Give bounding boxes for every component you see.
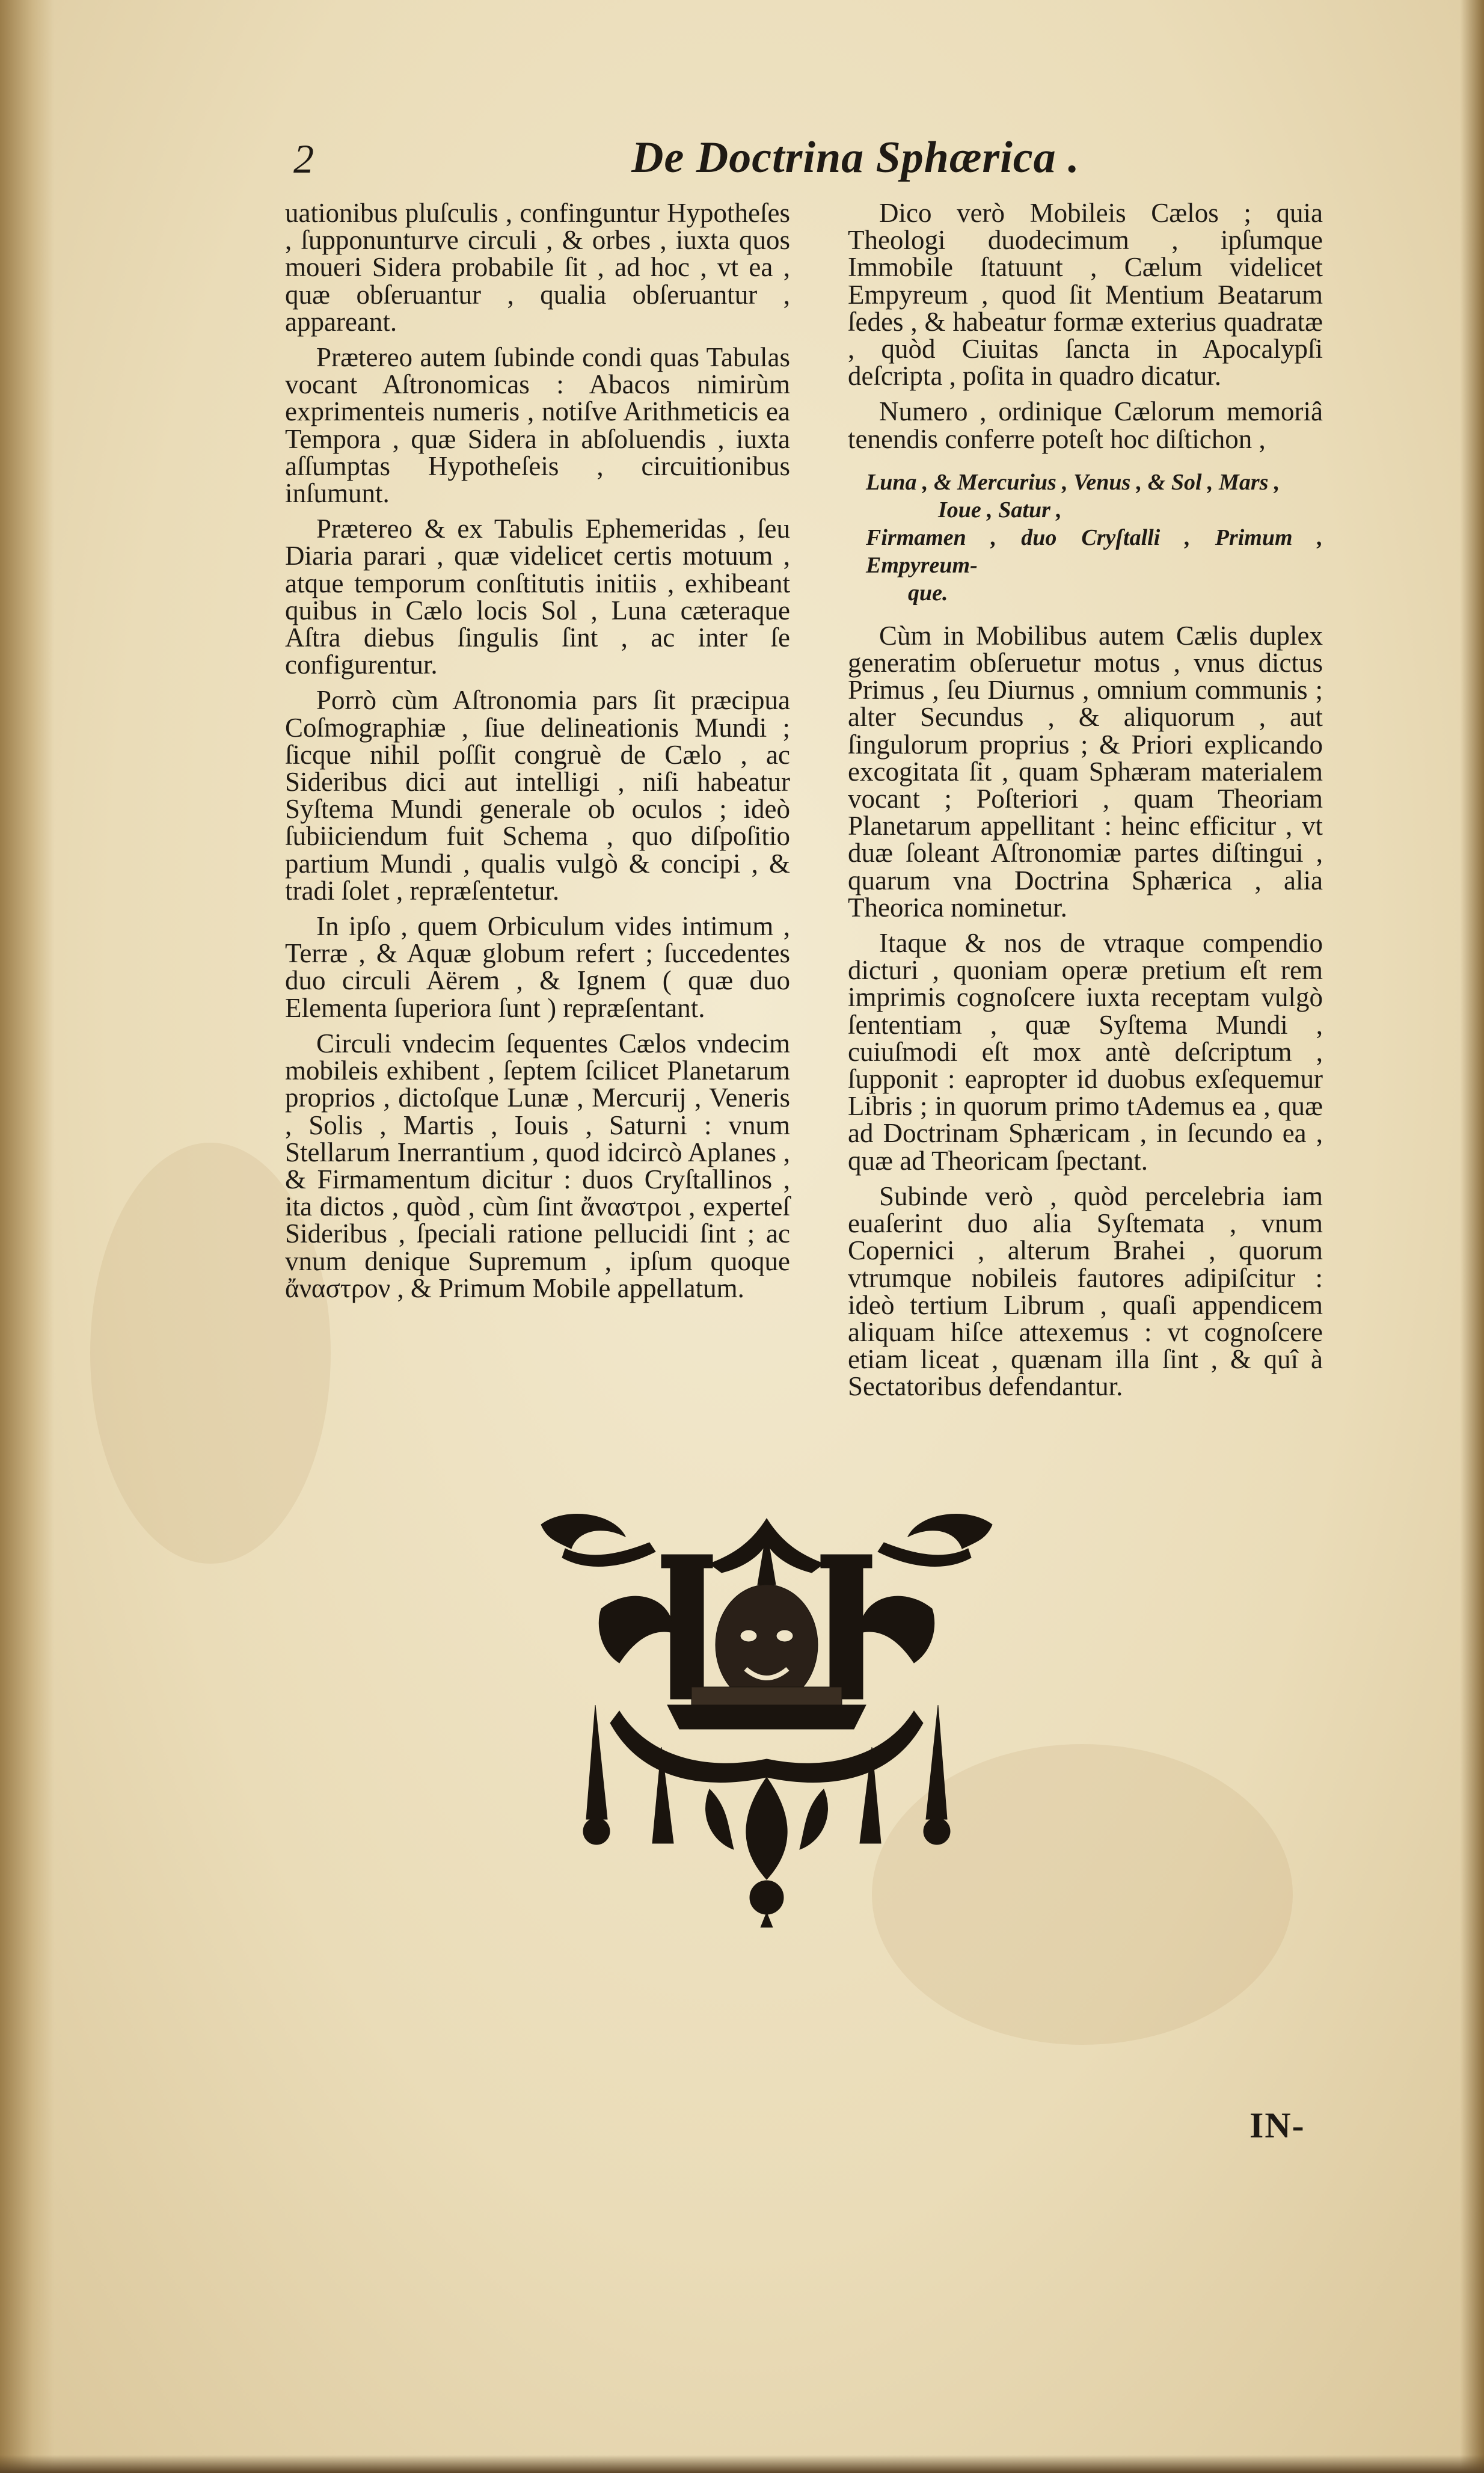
paragraph: Prætereo & ex Tabulis Ephemeridas , ſeu Diaria parari , quæ videlicet certis motuum , atque temporum conſtitutis initiis , exhibeant quibus in Cælo locis Sol , Luna cæteraque Aſtra diebus ſingulis ſint , ac inter ſe configurentur. [285, 514, 790, 680]
paragraph: Itaque & nos de vtraque compendio dicturi , quoniam operæ pretium eſt rem imprimis cognoſcere iuxta receptam vulgò ſententiam , quæ Syſtema Mundi , cuiuſmodi eſt mox antè deſcriptum , ſupponit : eapropter id duobus exſequemur Libris ; in quorum primo tAdemus ea , quæ ad Doctrinam Sphæricam , in ſecundo ea , quæ ad Theoricam ſpectant. [848, 928, 1323, 1176]
distich-line: que. [908, 580, 948, 606]
distich-line: Ioue , Satur , [938, 497, 1062, 523]
distich-line: Luna , & Mercurius , Venus , & Sol , Mars , [866, 469, 1280, 495]
left-text-column [285, 200, 790, 1310]
page-edge-bottom [0, 2455, 1484, 2473]
paragraph: Circuli vndecim ſequentes Cælos vndecim mobileis exhibent , ſeptem ſcilicet Planetarum proprios , dictoſque Lunæ , Mercurij , Veneris , Solis , Martis , Iouis , Saturni : vnum Stellarum Inerrantium , quod idcircò Aplanes , & Firmamentum dicitur : duos Cryſtallinos , ita dictos , quòd , cùm ſint ἄναστροι , experteſ Sideribus , ſpeciali ratione pellucidi ſint ; ac vnum denique Supremum , ipſum quoque ἄναστρον , & Primum Mobile appellatum. [285, 1028, 790, 1303]
paragraph: Cùm in Mobilibus autem Cælis duplex generatim obſeruetur motus , vnus dictus Primus , ſeu Diurnus , omnium communis ; alter Secundus , & aliquorum , aut ſingulorum proprius ; & Priori explicando excogitata ſit , quam Sphæram materialem vocant ; Poſteriori , quam Theoriam Planetarum appellitant : heinc efficitur , vt duæ ſoleant Aſtronomiæ partes diſtingui , quarum vna Doctrina Sphærica , alia Theorica nominetur. [848, 620, 1323, 923]
distich-line: Firmamen , duo Cryſtalli , Primum , Empyreum- [866, 524, 1323, 578]
paragraph: Dico verò Mobileis Cælos ; quia Theologi duodecimum , ipſumque Immobile ſtatuunt , Cælum videlicet Empyreum , quod ſit Mentium Beatarum ſedes , & habeatur formæ exterius quadratæ , quòd Ciuitas ſancta in Apocalypſi deſcripta , poſita in quadro dicatur. [848, 198, 1323, 392]
paragraph: Numero , ordinique Cælorum memoriâ tenendis conferre poteſt hoc diſtichon , [848, 396, 1323, 454]
page-edge-left [0, 0, 54, 2473]
running-head: De Doctrina Sphærica . [631, 133, 1080, 182]
paragraph: Porrò cùm Aſtronomia pars ſit præcipua Coſmographiæ , ſiue delineationis Mundi ; ſicque nihil poſſit congruè de Cælo , ac Sideribus dici aut intelligi , niſi habeatur Syſtema Mundi generale ob oculos ; ideò ſubiiciendum fuit Schema , quo diſpoſitio partium Mundi , qualis vulgò & concipi , & tradi ſolet , repræſentetur. [285, 685, 790, 906]
tailpiece-ornament [529, 1507, 1004, 1928]
mnemonic-distich [866, 468, 1323, 607]
catchword: IN- [1249, 2106, 1305, 2145]
page-edge-right [1460, 0, 1484, 2473]
paragraph: uationibus pluſculis , confinguntur Hypotheſes , ſupponunturve circuli , & orbes , iuxta quos moueri Sidera probabile ſit , ad hoc , vt ea , quæ obſeruantur , qualia obſeruantur , appareant. [285, 198, 790, 337]
page-number: 2 [293, 136, 314, 182]
paragraph: Subinde verò , quòd percelebria iam euaſerint duo alia Syſtemata , vnum Copernici , alterum Brahei , quorum vtrumque nobileis fautores adipiſcitur : ideò tertium Librum , quaſi appendicem aliquam hiſce attexemus : vt cognoſcere etiam liceat , quænam illa ſint , & quî à Sectatoribus defendantur. [848, 1181, 1323, 1402]
paragraph: Prætereo autem ſubinde condi quas Tabulas vocant Aſtronomicas : Abacos nimirùm exprimenteis numeris , notiſve Arithmeticis ea Tempora , quæ Sidera in abſoluendis , iuxta aſſumptas Hypotheſeis , circuitionibus inſumunt. [285, 342, 790, 509]
paragraph: In ipſo , quem Orbiculum vides intimum , Terræ , & Aquæ globum refert ; ſuccedentes duo circuli Aërem , & Ignem ( quæ duo Elementa ſuperiora ſunt ) repræſentant. [285, 911, 790, 1023]
right-text-column [848, 200, 1323, 1409]
